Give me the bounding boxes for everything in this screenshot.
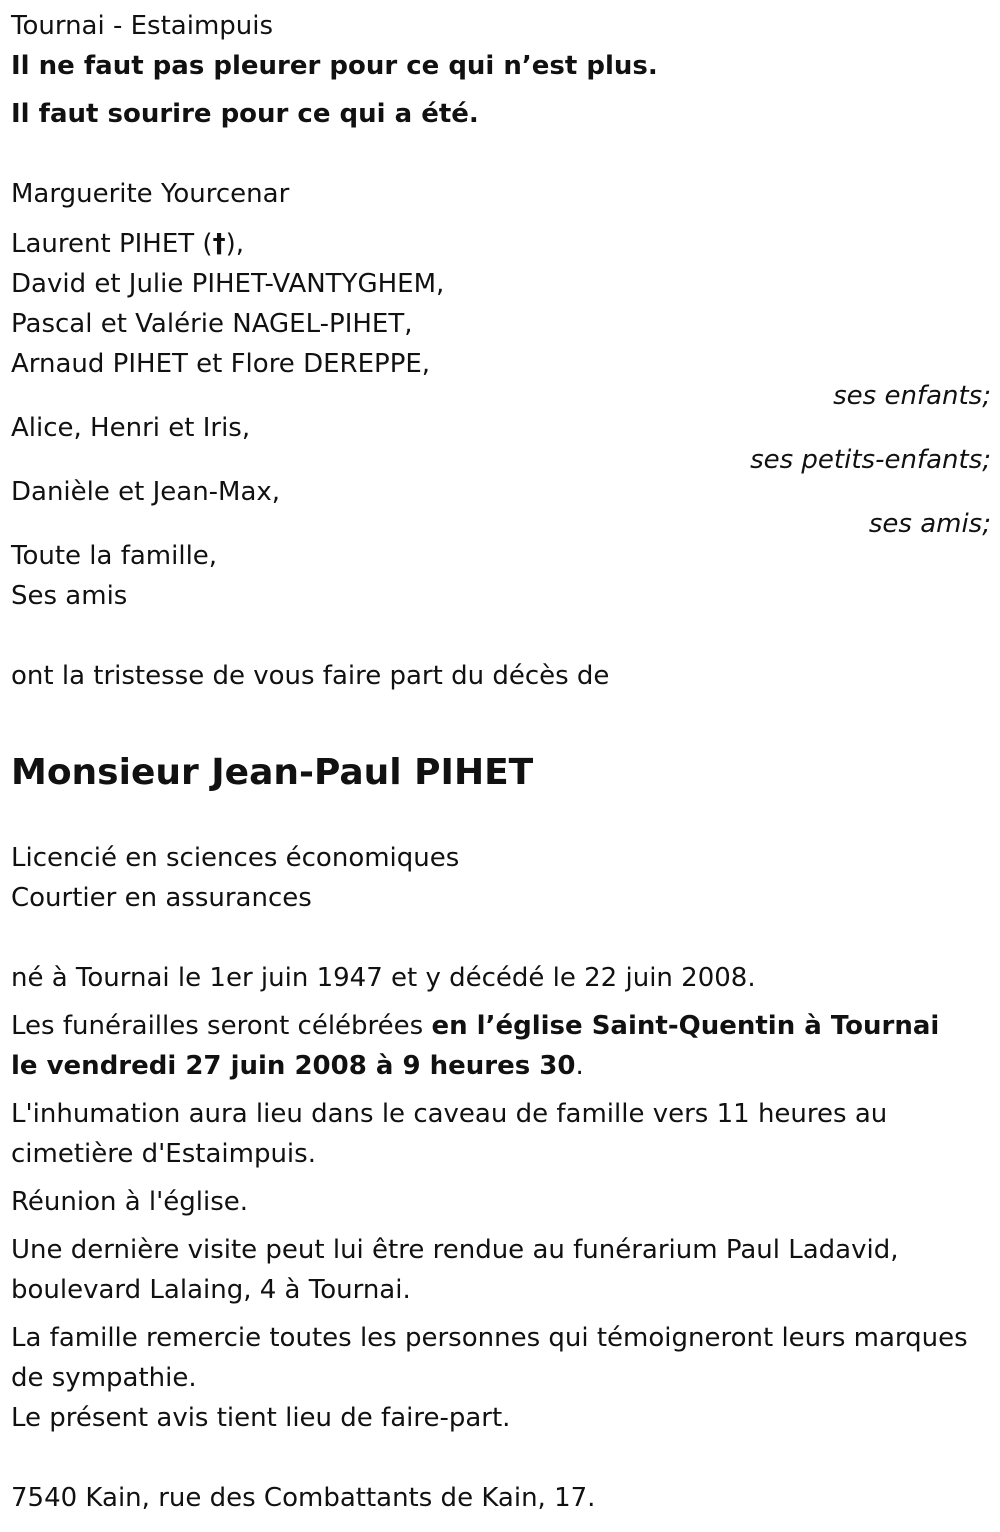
child-entry [11,224,991,264]
quote-line-1: Il ne faut pas pleurer pour ce qui n’est plus. [11,51,658,81]
deceased-title-1: Licencié en sciences économiques [11,843,460,873]
thanks-info: La famille remercie toutes les personnes qui témoigneront leurs marques de sympathie. [11,1323,968,1393]
location-heading: Tournai - Estaimpuis [11,11,274,41]
grandchildren-relation: ses petits-enfants; [750,445,991,475]
child-name: Laurent PIHET ( [11,229,213,259]
other-friends: Ses amis [11,581,128,611]
quote-author: Marguerite Yourcenar [11,179,290,209]
notice-info: Le présent avis tient lieu de faire-part. [11,1403,511,1433]
announcement-intro: ont la tristesse de vous faire part du décès de [11,661,610,691]
funeral-prefix: Les funérailles seront célébrées [11,1011,432,1041]
deceased-name: Monsieur Jean-Paul PIHET [11,752,534,793]
meeting-info: Réunion à l'église. [11,1187,249,1217]
grandchildren-entry: Alice, Henri et Iris, [11,413,251,443]
visit-info: Une dernière visite peut lui être rendue au funérarium Paul Ladavid, boulevard Lalaing, 4 à Tournai. [11,1235,899,1305]
funeral-info [11,1006,971,1086]
child-entry: David et Julie PIHET-VANTYGHEM, [11,269,445,299]
obituary-notice [11,6,991,1518]
birth-death-dates: né à Tournai le 1er juin 1947 et y décédé le 22 juin 2008. [11,963,756,993]
cross-icon: † [212,229,226,259]
burial-info: L'inhumation aura lieu dans le caveau de famille vers 11 heures au cimetière d'Estaimpuis. [11,1099,888,1169]
deceased-title-2: Courtier en assurances [11,883,312,913]
family-address: 7540 Kain, rue des Combattants de Kain, 17. [11,1483,596,1513]
child-name-suffix: ), [225,229,244,259]
child-entry: Pascal et Valérie NAGEL-PIHET, [11,309,413,339]
friends-relation: ses amis; [868,509,991,539]
children-relation: ses enfants; [833,381,991,411]
whole-family: Toute la famille, [11,541,218,571]
children-list [11,224,991,384]
quote-line-2: Il faut sourire pour ce qui a été. [11,99,479,129]
child-entry: Arnaud PIHET et Flore DEREPPE, [11,349,431,379]
funeral-suffix: . [575,1051,584,1081]
funeral-details: en l’église Saint-Quentin à Tournai le vendredi 27 juin 2008 à 9 heures 30 [11,1011,940,1081]
friends-entry: Danièle et Jean-Max, [11,477,281,507]
